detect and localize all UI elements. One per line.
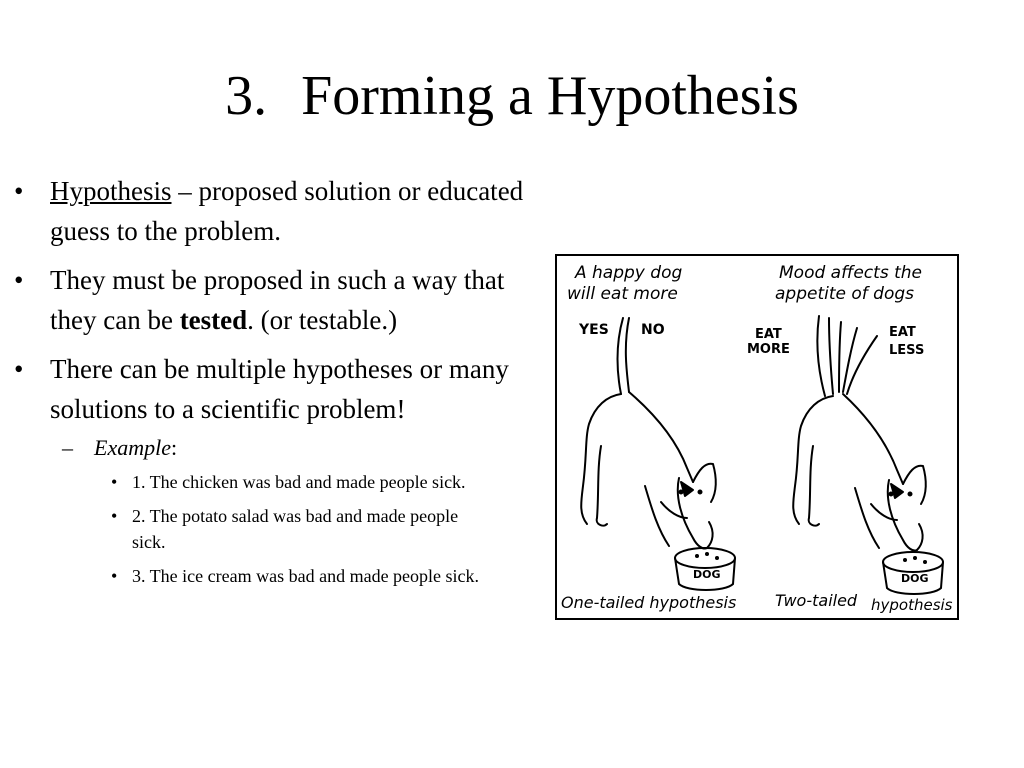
title-text: Forming a Hypothesis (301, 65, 799, 127)
example-item: • 3. The ice cream was bad and made people sick. (111, 566, 480, 586)
bullet-list (10, 171, 535, 598)
hypothesis-definition: – proposed solution or educated guess to the problem. (50, 176, 524, 246)
bullet-marker: • (14, 354, 24, 384)
left-bowl-label: DOG (693, 568, 721, 581)
left-dog-bowl (675, 548, 735, 590)
bullet-marker: • (14, 176, 24, 206)
example-item-text: 2. The potato salad was bad and made people sick. (132, 506, 459, 552)
slide-title (0, 60, 1024, 132)
testable-text-before: They must be proposed in such a way that they can be (50, 265, 505, 335)
left-panel (561, 263, 736, 612)
example-heading (50, 433, 535, 589)
eat-more-label-1: EAT (755, 327, 782, 342)
right-bowl-label: DOG (901, 572, 929, 585)
hypothesis-term: Hypothesis (50, 176, 172, 206)
right-header-line2: appetite of dogs (775, 284, 915, 304)
cartoon-drawing (557, 256, 957, 618)
wagging-tail-lines (817, 316, 877, 396)
hypothesis-cartoon (555, 254, 959, 620)
right-dog-bowl (883, 552, 943, 594)
testable-text-after: . (or testable.) (247, 305, 398, 335)
bullet-testable (10, 260, 535, 340)
right-caption-2: hypothesis (871, 596, 953, 614)
bullet-multiple (10, 349, 535, 589)
left-caption: One-tailed hypothesis (561, 593, 737, 612)
right-header-line1: Mood affects the (779, 263, 922, 283)
example-sublist (50, 433, 535, 589)
right-dog-illustration (793, 394, 926, 551)
title-number: 3. (225, 65, 268, 127)
testable-bold-word: tested (179, 305, 248, 335)
eat-less-label-2: LESS (889, 343, 925, 358)
bullet-marker: • (14, 265, 24, 295)
dash-marker: – (62, 435, 73, 460)
right-caption-1: Two-tailed (775, 591, 858, 610)
eat-more-label-2: MORE (747, 342, 790, 357)
no-label: NO (641, 322, 665, 338)
eat-less-label-1: EAT (889, 325, 916, 340)
example-item: • 1. The chicken was bad and made people sick. (111, 472, 466, 492)
multiple-text: There can be multiple hypotheses or many solutions to a scientific problem! (50, 354, 509, 424)
example-items (89, 469, 535, 589)
example-item-text: 3. The ice cream was bad and made people sick. (132, 566, 480, 586)
example-colon: : (170, 435, 178, 460)
left-header-line1: A happy dog (575, 263, 683, 283)
yes-label: YES (579, 322, 609, 338)
bullet-hypothesis (10, 171, 535, 251)
left-header-line2: will eat more (567, 284, 678, 304)
right-panel (747, 263, 953, 614)
example-item: • 2. The potato salad was bad and made people sick. (111, 506, 459, 552)
example-label: Example (94, 435, 171, 460)
example-item-text: 1. The chicken was bad and made people sick. (132, 472, 466, 492)
left-dog-illustration (581, 318, 716, 549)
